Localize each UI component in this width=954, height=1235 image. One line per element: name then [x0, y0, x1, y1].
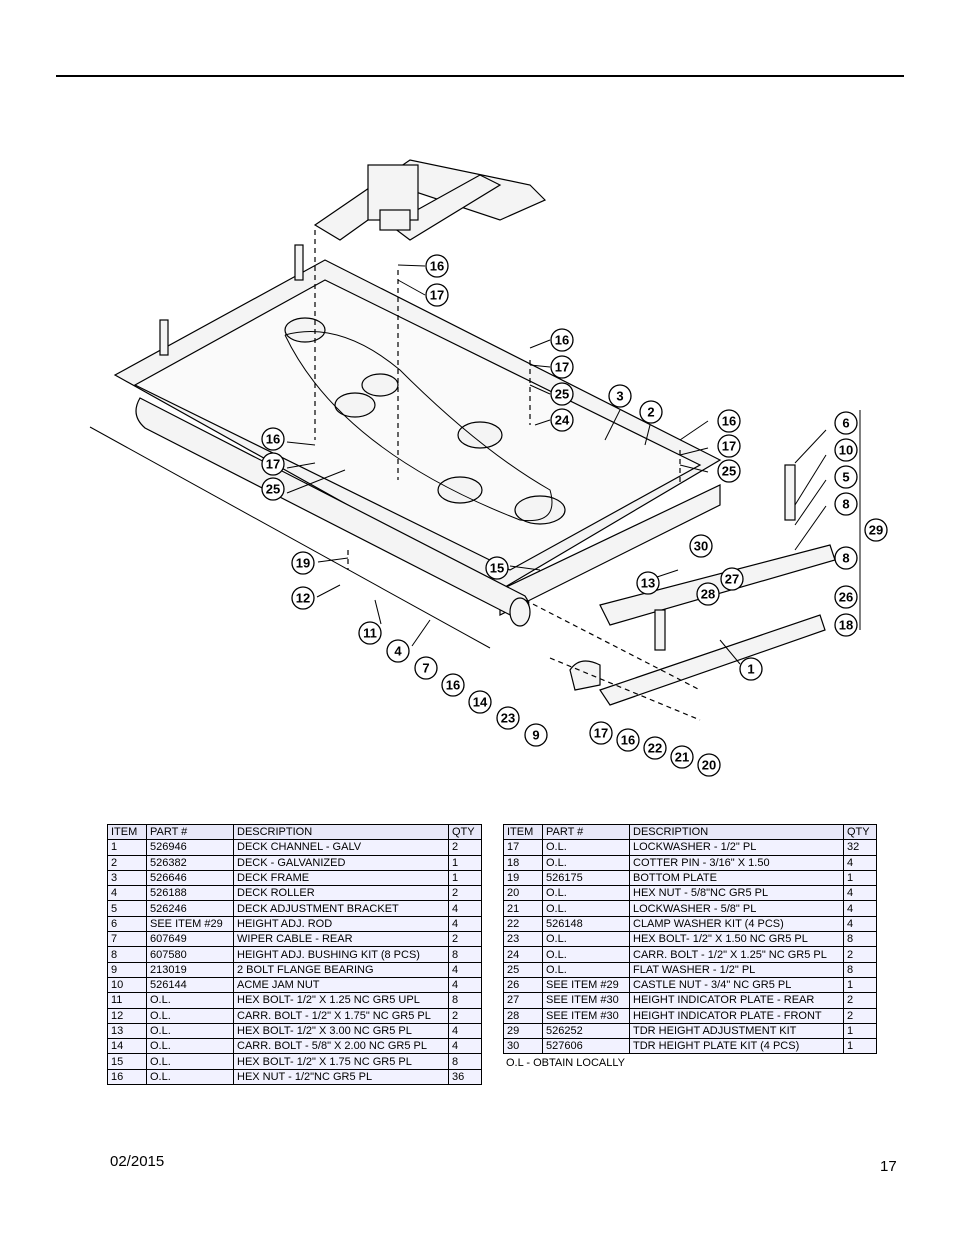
table-header-row	[504, 825, 877, 840]
callout-3	[609, 385, 631, 407]
table-row	[504, 932, 877, 947]
table-row	[504, 977, 877, 992]
cell-qty: 4	[449, 977, 482, 992]
svg-text:16: 16	[620, 732, 636, 748]
cell-description: TDR HEIGHT PLATE KIT (4 PCS)	[630, 1039, 844, 1054]
cell-item: 15	[108, 1054, 147, 1069]
callout-17-a	[426, 284, 448, 306]
cell-description: DECK CHANNEL - GALV	[234, 840, 449, 855]
cell-description: CARR. BOLT - 1/2" X 1.75" NC GR5 PL	[234, 1008, 449, 1023]
cell-description: BOTTOM PLATE	[630, 870, 844, 885]
cell-part: 526946	[147, 840, 234, 855]
callout-9	[525, 724, 547, 746]
cell-qty: 36	[449, 1069, 482, 1084]
callout-16-b	[551, 329, 573, 351]
callout-14	[469, 691, 491, 713]
callout-17-d	[262, 453, 284, 475]
callout-16-f	[617, 729, 639, 751]
svg-text:16: 16	[429, 258, 445, 274]
callout-24	[551, 409, 573, 431]
cell-part: 213019	[147, 962, 234, 977]
cell-item: 11	[108, 993, 147, 1008]
callout-25-c	[262, 478, 284, 500]
cell-part: SEE ITEM #29	[543, 977, 630, 992]
cell-item: 3	[108, 870, 147, 885]
cell-description: COTTER PIN - 3/16" X 1.50	[630, 855, 844, 870]
table-row	[108, 840, 482, 855]
cell-description: CLAMP WASHER KIT (4 PCS)	[630, 916, 844, 931]
col-qty: QTY	[844, 825, 877, 840]
cell-part: O.L.	[543, 962, 630, 977]
svg-text:4: 4	[394, 643, 402, 659]
col-description: DESCRIPTION	[234, 825, 449, 840]
svg-text:14: 14	[472, 694, 488, 710]
svg-text:17: 17	[721, 438, 737, 454]
svg-text:11: 11	[363, 625, 377, 641]
svg-text:23: 23	[500, 710, 516, 726]
cell-item: 6	[108, 916, 147, 931]
cell-description: LOCKWASHER - 1/2" PL	[630, 840, 844, 855]
callout-30	[690, 535, 712, 557]
callout-15	[486, 557, 508, 579]
cell-item: 18	[504, 855, 543, 870]
deck-frame	[115, 260, 720, 626]
cell-qty: 8	[449, 1054, 482, 1069]
cell-qty: 8	[449, 947, 482, 962]
cell-description: CARR. BOLT - 1/2" X 1.25" NC GR5 PL	[630, 947, 844, 962]
cell-part: O.L.	[543, 886, 630, 901]
cell-part: O.L.	[147, 1023, 234, 1038]
cell-description: DECK - GALVANIZED	[234, 855, 449, 870]
callout-16-c	[718, 410, 740, 432]
parts-table-left	[107, 824, 482, 1085]
cell-part: 607580	[147, 947, 234, 962]
cell-qty: 1	[844, 1023, 877, 1038]
table-row	[108, 977, 482, 992]
table-row	[108, 870, 482, 885]
cell-qty: 8	[449, 993, 482, 1008]
table-row	[504, 993, 877, 1008]
callout-22	[644, 737, 666, 759]
col-part: PART #	[543, 825, 630, 840]
callout-17-c	[718, 435, 740, 457]
svg-text:26: 26	[838, 589, 854, 605]
cell-item: 4	[108, 886, 147, 901]
cell-item: 24	[504, 947, 543, 962]
table-row	[108, 1069, 482, 1084]
svg-text:15: 15	[489, 560, 505, 576]
callout-18	[835, 614, 857, 636]
svg-text:17: 17	[265, 456, 281, 472]
cell-part: 607649	[147, 932, 234, 947]
cell-item: 22	[504, 916, 543, 931]
cell-part: O.L.	[147, 993, 234, 1008]
cell-part: O.L.	[543, 840, 630, 855]
table-row	[504, 840, 877, 855]
callout-17-e	[590, 722, 612, 744]
cell-part: SEE ITEM #29	[147, 916, 234, 931]
callout-19	[292, 552, 314, 574]
cell-item: 8	[108, 947, 147, 962]
cell-item: 21	[504, 901, 543, 916]
cell-description: FLAT WASHER - 1/2" PL	[630, 962, 844, 977]
cell-part: 526144	[147, 977, 234, 992]
cell-item: 2	[108, 855, 147, 870]
svg-text:16: 16	[554, 332, 570, 348]
cell-part: 526246	[147, 901, 234, 916]
svg-text:1: 1	[747, 661, 755, 677]
cell-qty: 4	[449, 962, 482, 977]
callout-2	[640, 401, 662, 423]
cell-qty: 4	[844, 855, 877, 870]
table-row	[504, 901, 877, 916]
svg-text:2: 2	[647, 404, 655, 420]
svg-text:3: 3	[616, 388, 624, 404]
callout-10	[835, 439, 857, 461]
cell-part: O.L.	[147, 1054, 234, 1069]
cell-item: 7	[108, 932, 147, 947]
cell-part: O.L.	[147, 1069, 234, 1084]
cell-item: 16	[108, 1069, 147, 1084]
deck-exploded-diagram	[80, 130, 900, 790]
svg-text:16: 16	[445, 677, 461, 693]
table-row	[504, 916, 877, 931]
svg-text:8: 8	[842, 496, 850, 512]
svg-text:19: 19	[295, 555, 311, 571]
svg-text:20: 20	[701, 757, 717, 773]
table-row	[504, 1023, 877, 1038]
svg-text:9: 9	[532, 727, 540, 743]
col-item: ITEM	[504, 825, 543, 840]
header-rule	[56, 75, 904, 77]
cell-description: DECK ADJUSTMENT BRACKET	[234, 901, 449, 916]
cell-item: 14	[108, 1039, 147, 1054]
cell-qty: 4	[449, 916, 482, 931]
table-row	[504, 1008, 877, 1023]
cell-description: HEIGHT INDICATOR PLATE - FRONT	[630, 1008, 844, 1023]
table-row	[108, 855, 482, 870]
table-row	[108, 1054, 482, 1069]
svg-text:17: 17	[593, 725, 609, 741]
callout-16-a	[426, 255, 448, 277]
cell-item: 9	[108, 962, 147, 977]
cell-description: HEX NUT - 5/8"NC GR5 PL	[630, 886, 844, 901]
table-row	[504, 1039, 877, 1054]
cell-description: DECK ROLLER	[234, 886, 449, 901]
cell-qty: 8	[844, 932, 877, 947]
cell-qty: 2	[449, 1008, 482, 1023]
cell-qty: 4	[844, 901, 877, 916]
cell-qty: 32	[844, 840, 877, 855]
col-item: ITEM	[108, 825, 147, 840]
table-row	[108, 1008, 482, 1023]
cell-qty: 4	[449, 1039, 482, 1054]
table-row	[504, 886, 877, 901]
svg-text:28: 28	[700, 586, 716, 602]
cell-qty: 4	[844, 886, 877, 901]
callout-1	[740, 658, 762, 680]
svg-text:16: 16	[265, 431, 281, 447]
callout-20	[698, 754, 720, 776]
cell-part: SEE ITEM #30	[543, 993, 630, 1008]
cell-qty: 1	[449, 855, 482, 870]
page-number: 17	[880, 1158, 897, 1175]
svg-text:24: 24	[554, 412, 570, 428]
svg-text:7: 7	[422, 660, 430, 676]
cell-qty: 2	[844, 1008, 877, 1023]
callout-16-d	[262, 428, 284, 450]
svg-text:25: 25	[554, 386, 570, 402]
table-row	[108, 1023, 482, 1038]
cell-part: O.L.	[147, 1039, 234, 1054]
svg-text:17: 17	[429, 287, 445, 303]
cell-part: 526148	[543, 916, 630, 931]
cell-description: HEIGHT INDICATOR PLATE - REAR	[630, 993, 844, 1008]
cell-part: 526646	[147, 870, 234, 885]
col-description: DESCRIPTION	[630, 825, 844, 840]
callout-23	[497, 707, 519, 729]
table-header-row	[108, 825, 482, 840]
table-row	[108, 916, 482, 931]
cell-qty: 2	[449, 932, 482, 947]
cell-description: HEX BOLT- 1/2" X 1.75 NC GR5 PL	[234, 1054, 449, 1069]
callout-16-e	[442, 674, 464, 696]
cell-qty: 8	[844, 962, 877, 977]
svg-text:13: 13	[640, 575, 656, 591]
cell-qty: 2	[449, 840, 482, 855]
cell-item: 27	[504, 993, 543, 1008]
table-row	[108, 901, 482, 916]
cell-description: 2 BOLT FLANGE BEARING	[234, 962, 449, 977]
table-row	[108, 947, 482, 962]
svg-text:22: 22	[647, 740, 663, 756]
cell-description: HEIGHT ADJ. ROD	[234, 916, 449, 931]
cell-qty: 2	[449, 886, 482, 901]
svg-text:18: 18	[838, 617, 854, 633]
cell-item: 13	[108, 1023, 147, 1038]
svg-text:30: 30	[693, 538, 709, 554]
cell-item: 17	[504, 840, 543, 855]
cell-qty: 2	[844, 947, 877, 962]
cell-description: ACME JAM NUT	[234, 977, 449, 992]
cell-qty: 1	[844, 870, 877, 885]
cell-item: 30	[504, 1039, 543, 1054]
callout-26	[835, 586, 857, 608]
footer-date: 02/2015	[110, 1153, 165, 1170]
table-row	[504, 962, 877, 977]
table-row	[108, 1039, 482, 1054]
cell-item: 28	[504, 1008, 543, 1023]
cell-part: 526175	[543, 870, 630, 885]
cell-part: 526188	[147, 886, 234, 901]
cell-qty: 2	[844, 993, 877, 1008]
svg-text:6: 6	[842, 415, 850, 431]
callout-28	[697, 583, 719, 605]
cell-item: 12	[108, 1008, 147, 1023]
cell-qty: 4	[844, 916, 877, 931]
cell-part: O.L.	[543, 932, 630, 947]
cell-item: 20	[504, 886, 543, 901]
obtain-locally-note: O.L - OBTAIN LOCALLY	[506, 1057, 625, 1069]
cell-description: CARR. BOLT - 5/8" X 2.00 NC GR5 PL	[234, 1039, 449, 1054]
callout-29	[865, 519, 887, 541]
cell-qty: 4	[449, 901, 482, 916]
cell-description: DECK FRAME	[234, 870, 449, 885]
svg-text:29: 29	[868, 522, 884, 538]
cell-description: WIPER CABLE - REAR	[234, 932, 449, 947]
cell-item: 26	[504, 977, 543, 992]
cell-description: TDR HEIGHT ADJUSTMENT KIT	[630, 1023, 844, 1038]
svg-text:17: 17	[554, 359, 570, 375]
callout-6	[835, 412, 857, 434]
deck-channel	[570, 545, 835, 705]
svg-text:16: 16	[721, 413, 737, 429]
cell-qty: 4	[449, 1023, 482, 1038]
callout-12	[292, 587, 314, 609]
svg-text:12: 12	[295, 590, 311, 606]
callout-8-b	[835, 547, 857, 569]
callout-17-b	[551, 356, 573, 378]
cell-description: HEX BOLT- 1/2" X 1.50 NC GR5 PL	[630, 932, 844, 947]
callout-11	[359, 622, 381, 644]
cell-description: HEIGHT ADJ. BUSHING KIT (8 PCS)	[234, 947, 449, 962]
cell-item: 5	[108, 901, 147, 916]
table-row	[108, 993, 482, 1008]
cell-item: 25	[504, 962, 543, 977]
callout-8-a	[835, 493, 857, 515]
svg-text:25: 25	[721, 463, 737, 479]
cell-qty: 1	[844, 977, 877, 992]
cell-qty: 1	[844, 1039, 877, 1054]
cell-item: 10	[108, 977, 147, 992]
cell-part: O.L.	[147, 1008, 234, 1023]
cell-part: SEE ITEM #30	[543, 1008, 630, 1023]
col-part: PART #	[147, 825, 234, 840]
cell-description: CASTLE NUT - 3/4" NC GR5 PL	[630, 977, 844, 992]
table-row	[504, 855, 877, 870]
cell-qty: 1	[449, 870, 482, 885]
table-row	[108, 886, 482, 901]
svg-text:10: 10	[838, 442, 854, 458]
callout-4	[387, 640, 409, 662]
cell-description: HEX NUT - 1/2"NC GR5 PL	[234, 1069, 449, 1084]
svg-text:8: 8	[842, 550, 850, 566]
table-row	[504, 870, 877, 885]
callout-25-a	[551, 383, 573, 405]
callout-25-b	[718, 460, 740, 482]
col-qty: QTY	[449, 825, 482, 840]
cell-description: HEX BOLT- 1/2" X 1.25 NC GR5 UPL	[234, 993, 449, 1008]
cell-item: 19	[504, 870, 543, 885]
parts-table-right	[503, 824, 877, 1054]
cell-part: O.L.	[543, 947, 630, 962]
callout-7	[415, 657, 437, 679]
svg-text:5: 5	[842, 469, 850, 485]
table-row	[108, 932, 482, 947]
callout-27	[721, 568, 743, 590]
cell-item: 23	[504, 932, 543, 947]
svg-text:25: 25	[265, 481, 281, 497]
cell-item: 1	[108, 840, 147, 855]
cell-part: 526252	[543, 1023, 630, 1038]
gearbox-frame	[315, 160, 545, 240]
cell-part: 527606	[543, 1039, 630, 1054]
callout-13	[637, 572, 659, 594]
cell-part: 526382	[147, 855, 234, 870]
callout-5	[835, 466, 857, 488]
callout-21	[671, 746, 693, 768]
svg-text:27: 27	[724, 571, 740, 587]
table-row	[108, 962, 482, 977]
cell-part: O.L.	[543, 855, 630, 870]
cell-description: HEX BOLT- 1/2" X 3.00 NC GR5 PL	[234, 1023, 449, 1038]
table-row	[504, 947, 877, 962]
cell-part: O.L.	[543, 901, 630, 916]
svg-text:21: 21	[674, 749, 690, 765]
cell-item: 29	[504, 1023, 543, 1038]
cell-description: LOCKWASHER - 5/8" PL	[630, 901, 844, 916]
